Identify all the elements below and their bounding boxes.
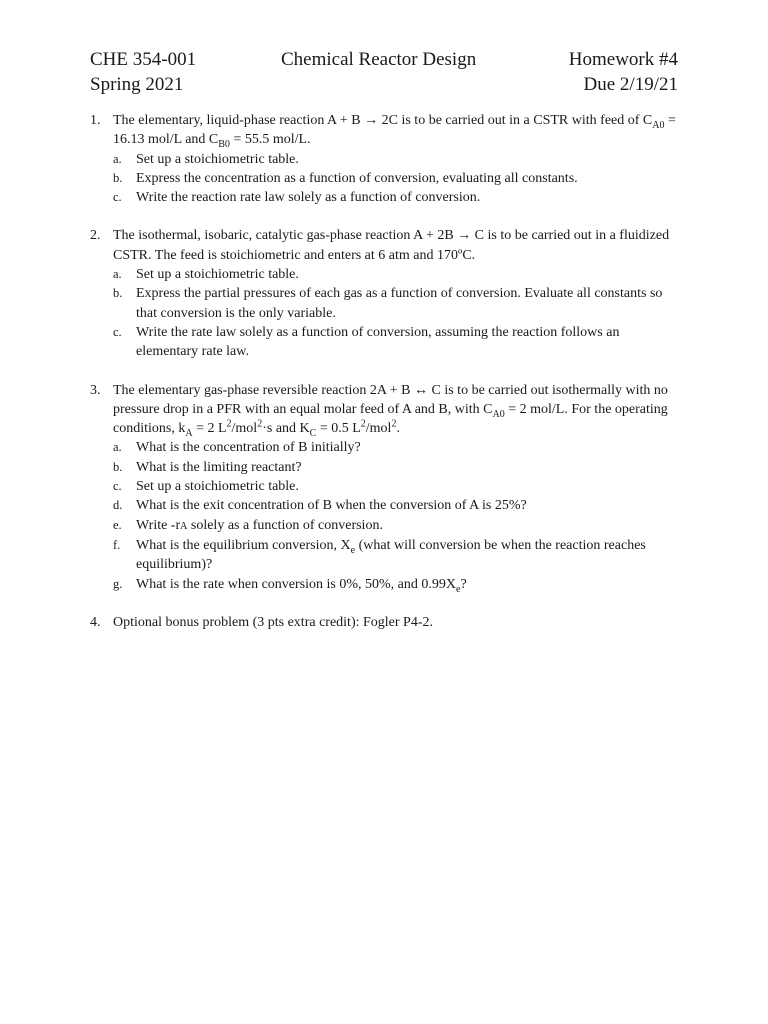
statement-text: /mol <box>231 421 258 437</box>
rate-subscript: A <box>180 520 188 532</box>
problem-part <box>113 536 680 575</box>
superscript: 2 <box>360 418 366 430</box>
subscript: e <box>350 544 356 556</box>
problem-2 <box>90 226 680 361</box>
part-letter: e. <box>113 517 122 532</box>
problem-number: 1. <box>90 113 101 128</box>
problem-list <box>90 111 680 651</box>
part-text: Set up a stoichiometric table. <box>136 267 299 283</box>
part-letter: c. <box>113 190 122 205</box>
part-text <box>136 538 646 572</box>
problem-number: 4. <box>90 614 101 630</box>
part-text <box>136 518 383 533</box>
course-code: CHE 354-001 <box>90 49 197 70</box>
part-letter: b. <box>113 286 123 301</box>
document-header <box>90 47 678 97</box>
part-letter: c. <box>113 479 122 494</box>
part-text: What is the concentration of B initially? <box>136 440 361 456</box>
problem-part <box>113 516 680 536</box>
problem-3 <box>90 381 680 594</box>
part-text: What is the exit concentration of B when the conversion of A is 25%? <box>136 498 527 514</box>
subscript: C <box>309 427 317 439</box>
part-text: Express the partial pressures of each gas as a function of conversion. Evaluate all constants so that conversion is the only variable. <box>136 286 663 321</box>
statement-text: ·s and K <box>262 421 310 437</box>
statement-text: = 16.13 mol/L and C <box>113 113 676 148</box>
part-letter: g. <box>113 576 123 591</box>
homework-number: Homework #4 <box>568 49 678 70</box>
statement-text: /mol <box>365 421 392 437</box>
part-letter: f. <box>113 537 121 552</box>
problem-4 <box>90 613 680 632</box>
part-text <box>136 576 467 595</box>
problem-part <box>113 496 680 515</box>
part-text: Set up a stoichiometric table. <box>136 479 299 495</box>
problem-number: 2. <box>90 228 101 244</box>
problem-part <box>113 438 680 457</box>
term: Spring 2021 <box>90 74 184 95</box>
statement-text: = 2 mol/L. For the operating conditions, k <box>113 401 668 437</box>
statement-text: . <box>396 421 400 437</box>
problem-1 <box>90 111 680 207</box>
subscript: A0 <box>492 408 505 420</box>
part-text: What is the limiting reactant? <box>136 459 302 475</box>
part-text: Set up a stoichiometric table. <box>136 151 299 167</box>
problem-part <box>113 575 680 594</box>
problem-part <box>113 188 680 207</box>
problem-part <box>113 150 680 169</box>
problem-part <box>113 265 680 284</box>
statement-text: = 55.5 mol/L. <box>229 132 311 148</box>
part-letter: c. <box>113 324 122 339</box>
part-text: Write the rate law solely as a function of conversion, assuming the reaction follows an elementary rate law. <box>136 324 620 360</box>
problem-part <box>113 477 680 496</box>
part-text-segment: What is the rate when conversion is 0%, 50%, and 0.99X <box>136 576 456 592</box>
statement-text: = 2 L <box>192 421 227 437</box>
course-title: Chemical Reactor Design <box>281 49 477 70</box>
part-letter: a. <box>113 440 122 455</box>
part-text-segment: (what will conversion be when the reaction reaches equilibrium)? <box>136 537 646 573</box>
subscript: A0 <box>652 119 665 131</box>
superscript: 2 <box>391 418 397 430</box>
due-date: Due 2/19/21 <box>583 74 678 95</box>
part-letter: a. <box>113 267 122 282</box>
problem-statement <box>113 111 680 150</box>
problem-statement <box>113 381 680 439</box>
statement-text: The elementary, liquid-phase reaction A + B → 2C is to be carried out in a CSTR with feed of C <box>113 113 653 128</box>
header-row-1 <box>90 47 678 72</box>
subscript: e <box>455 583 461 595</box>
header-row-2 <box>90 72 678 97</box>
part-text: Write the reaction rate law solely as a function of conversion. <box>136 190 481 206</box>
subscript: B0 <box>218 139 230 151</box>
problem-part <box>113 458 680 477</box>
problem-part <box>113 323 680 362</box>
problem-statement: Optional bonus problem (3 pts extra credit): Fogler P4-2. <box>113 614 433 630</box>
subscript: A <box>185 427 193 439</box>
part-text: Express the concentration as a function of conversion, evaluating all constants. <box>136 170 578 186</box>
statement-text: The elementary gas-phase reversible reaction 2A + B ↔ C is to be carried out isothermally with no pressure drop in a PFR with an equal molar feed of A and B, with C <box>113 382 668 417</box>
part-text-segment: solely as a function of conversion. <box>187 517 383 533</box>
problem-part <box>113 284 680 323</box>
part-text-segment: Write -r <box>136 517 181 533</box>
part-text-segment: ? <box>460 576 467 592</box>
part-letter: b. <box>113 459 123 474</box>
part-text-segment: What is the equilibrium conversion, X <box>136 537 351 553</box>
problem-number: 3. <box>90 382 101 398</box>
superscript: 2 <box>257 418 263 430</box>
part-letter: d. <box>113 498 123 513</box>
problem-part <box>113 169 680 188</box>
part-letter: b. <box>113 170 123 185</box>
superscript: 2 <box>226 418 232 430</box>
statement-text: = 0.5 L <box>316 421 361 437</box>
problem-statement: The isothermal, isobaric, catalytic gas-phase reaction A + 2B → C is to be carried out in a fluidized CSTR. The feed is stoichiometric and enters at 6 atm and 170ºC. <box>113 228 670 263</box>
part-letter: a. <box>113 151 122 166</box>
